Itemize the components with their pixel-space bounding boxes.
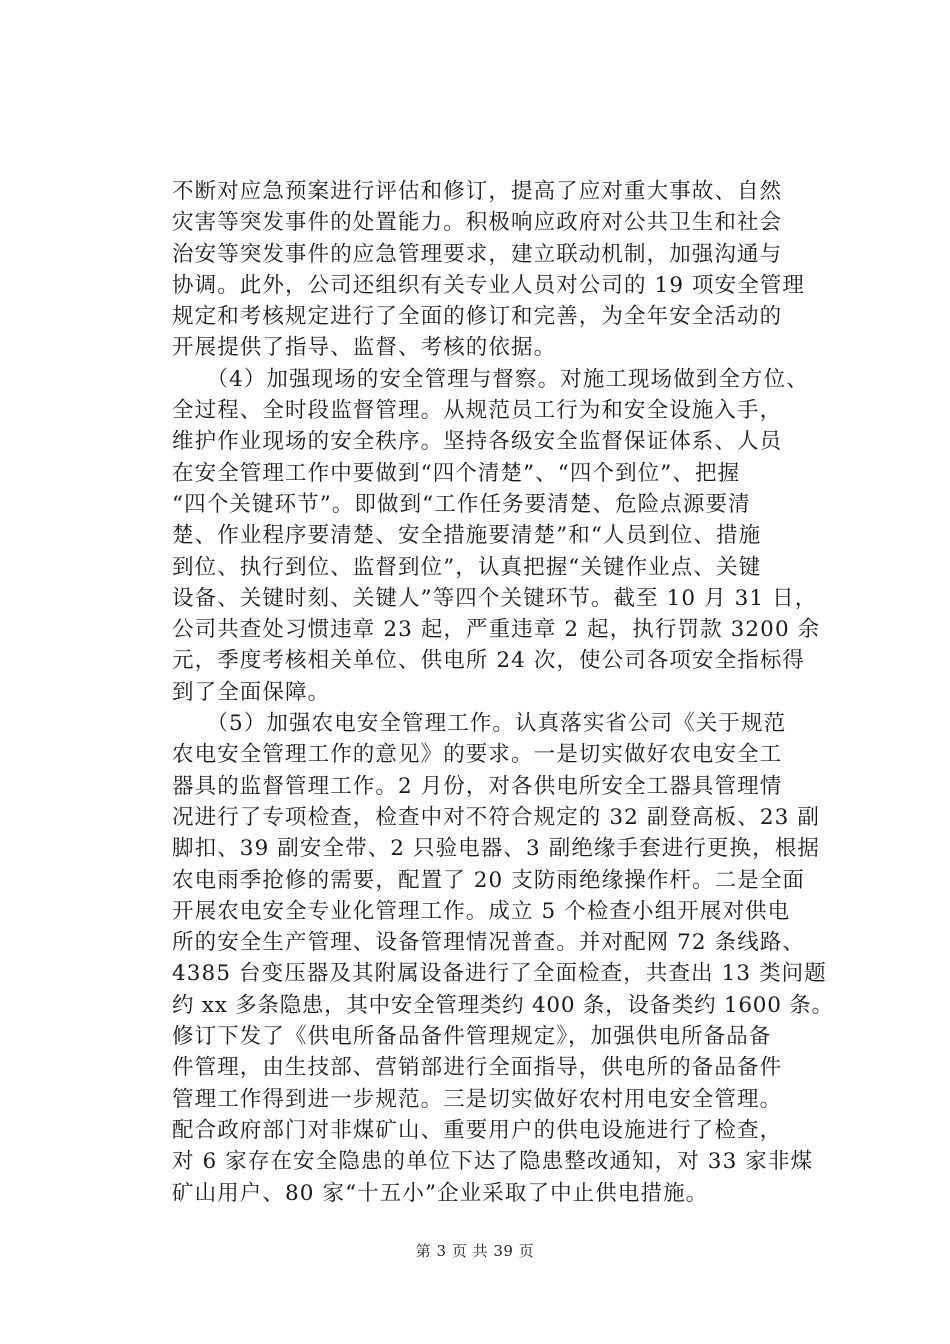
text-line: 对 6 家存在安全隐患的单位下达了隐患整改通知，对 33 家非煤 — [172, 1149, 814, 1175]
text-line: 到位、执行到位、监督到位”，认真把握“关键作业点、关键 — [172, 554, 762, 580]
text-line: 器具的监督管理工作。2 月份，对各供电所安全工器具管理情 — [172, 773, 783, 799]
text-line: 配合政府部门对非煤矿山、重要用户的供电设施进行了检查， — [172, 1117, 783, 1143]
text-line: 开展提供了指导、监督、考核的依据。 — [172, 335, 557, 361]
text-line: 协调。此外，公司还组织有关专业人员对公司的 19 项安全管理 — [172, 272, 806, 298]
text-line: 所的安全生产管理、设备管理情况普查。并对配网 72 条线路、 — [172, 930, 806, 956]
text-line: 到了全面保障。 — [172, 679, 331, 705]
text-line: （5）加强农电安全管理工作。认真落实省公司《关于规范 — [172, 711, 787, 737]
text-line: “四个关键环节”。即做到“工作任务要清楚、危险点源要清 — [172, 491, 751, 517]
text-line: 治安等突发事件的应急管理要求，建立联动机制，加强沟通与 — [172, 241, 783, 267]
text-line: 全过程、全时段监督管理。从规范员工行为和安全设施入手， — [172, 398, 783, 424]
text-line: 元，季度考核相关单位、供电所 24 次，使公司各项安全指标得 — [172, 648, 806, 674]
document-body — [172, 176, 832, 1209]
text-line: 矿山用户、80 家“十五小”企业采取了中止供电措施。 — [172, 1180, 709, 1206]
text-line: 楚、作业程序要清楚、安全措施要清楚”和“人员到位、措施 — [172, 523, 762, 549]
text-line: 设备、关键时刻、关键人”等四个关键环节。截至 10 月 31 日， — [172, 585, 818, 611]
text-line: 维护作业现场的安全秩序。坚持各级安全监督保证体系、人员 — [172, 429, 783, 455]
text-line: 公司共查处习惯违章 23 起，严重违章 2 起，执行罚款 3200 余 — [172, 617, 821, 643]
text-line: 管理工作得到进一步规范。三是切实做好农村用电安全管理。 — [172, 1086, 783, 1112]
text-line: 开展农电安全专业化管理工作。成立 5 个检查小组开展对供电 — [172, 898, 791, 924]
text-line: 约 xx 多条隐患，其中安全管理类约 400 条，设备类约 1600 条。 — [172, 992, 834, 1018]
text-line: 农电安全管理工作的意见》的要求。一是切实做好农电安全工 — [172, 742, 783, 768]
text-line: 件管理，由生技部、营销部进行全面指导，供电所的备品备件 — [172, 1055, 783, 1081]
text-line: 4385 台变压器及其附属设备进行了全面检查，共查出 13 类问题 — [172, 961, 827, 987]
text-line: 脚扣、39 副安全带、2 只验电器、3 副绝缘手套进行更换，根据 — [172, 836, 820, 862]
text-line: 况进行了专项检查，检查中对不符合规定的 32 副登高板、23 副 — [172, 804, 820, 830]
text-line: 农电雨季抢修的需要，配置了 20 支防雨绝缘操作杆。二是全面 — [172, 867, 806, 893]
text-line: （4）加强现场的安全管理与督察。对施工现场做到全方位、 — [172, 366, 809, 392]
text-line: 修订下发了《供电所备品备件管理规定》，加强供电所备品备 — [172, 1024, 772, 1050]
text-line: 规定和考核规定进行了全面的修订和完善，为全年安全活动的 — [172, 304, 783, 330]
page-footer: 第 3 页 共 39 页 — [415, 1242, 535, 1260]
text-line: 在安全管理工作中要做到“四个清楚”、“四个到位”、把握 — [172, 460, 741, 486]
text-line: 灾害等突发事件的处置能力。积极响应政府对公共卫生和社会 — [172, 210, 783, 236]
text-line: 不断对应急预案进行评估和修订，提高了应对重大事故、自然 — [172, 179, 783, 204]
